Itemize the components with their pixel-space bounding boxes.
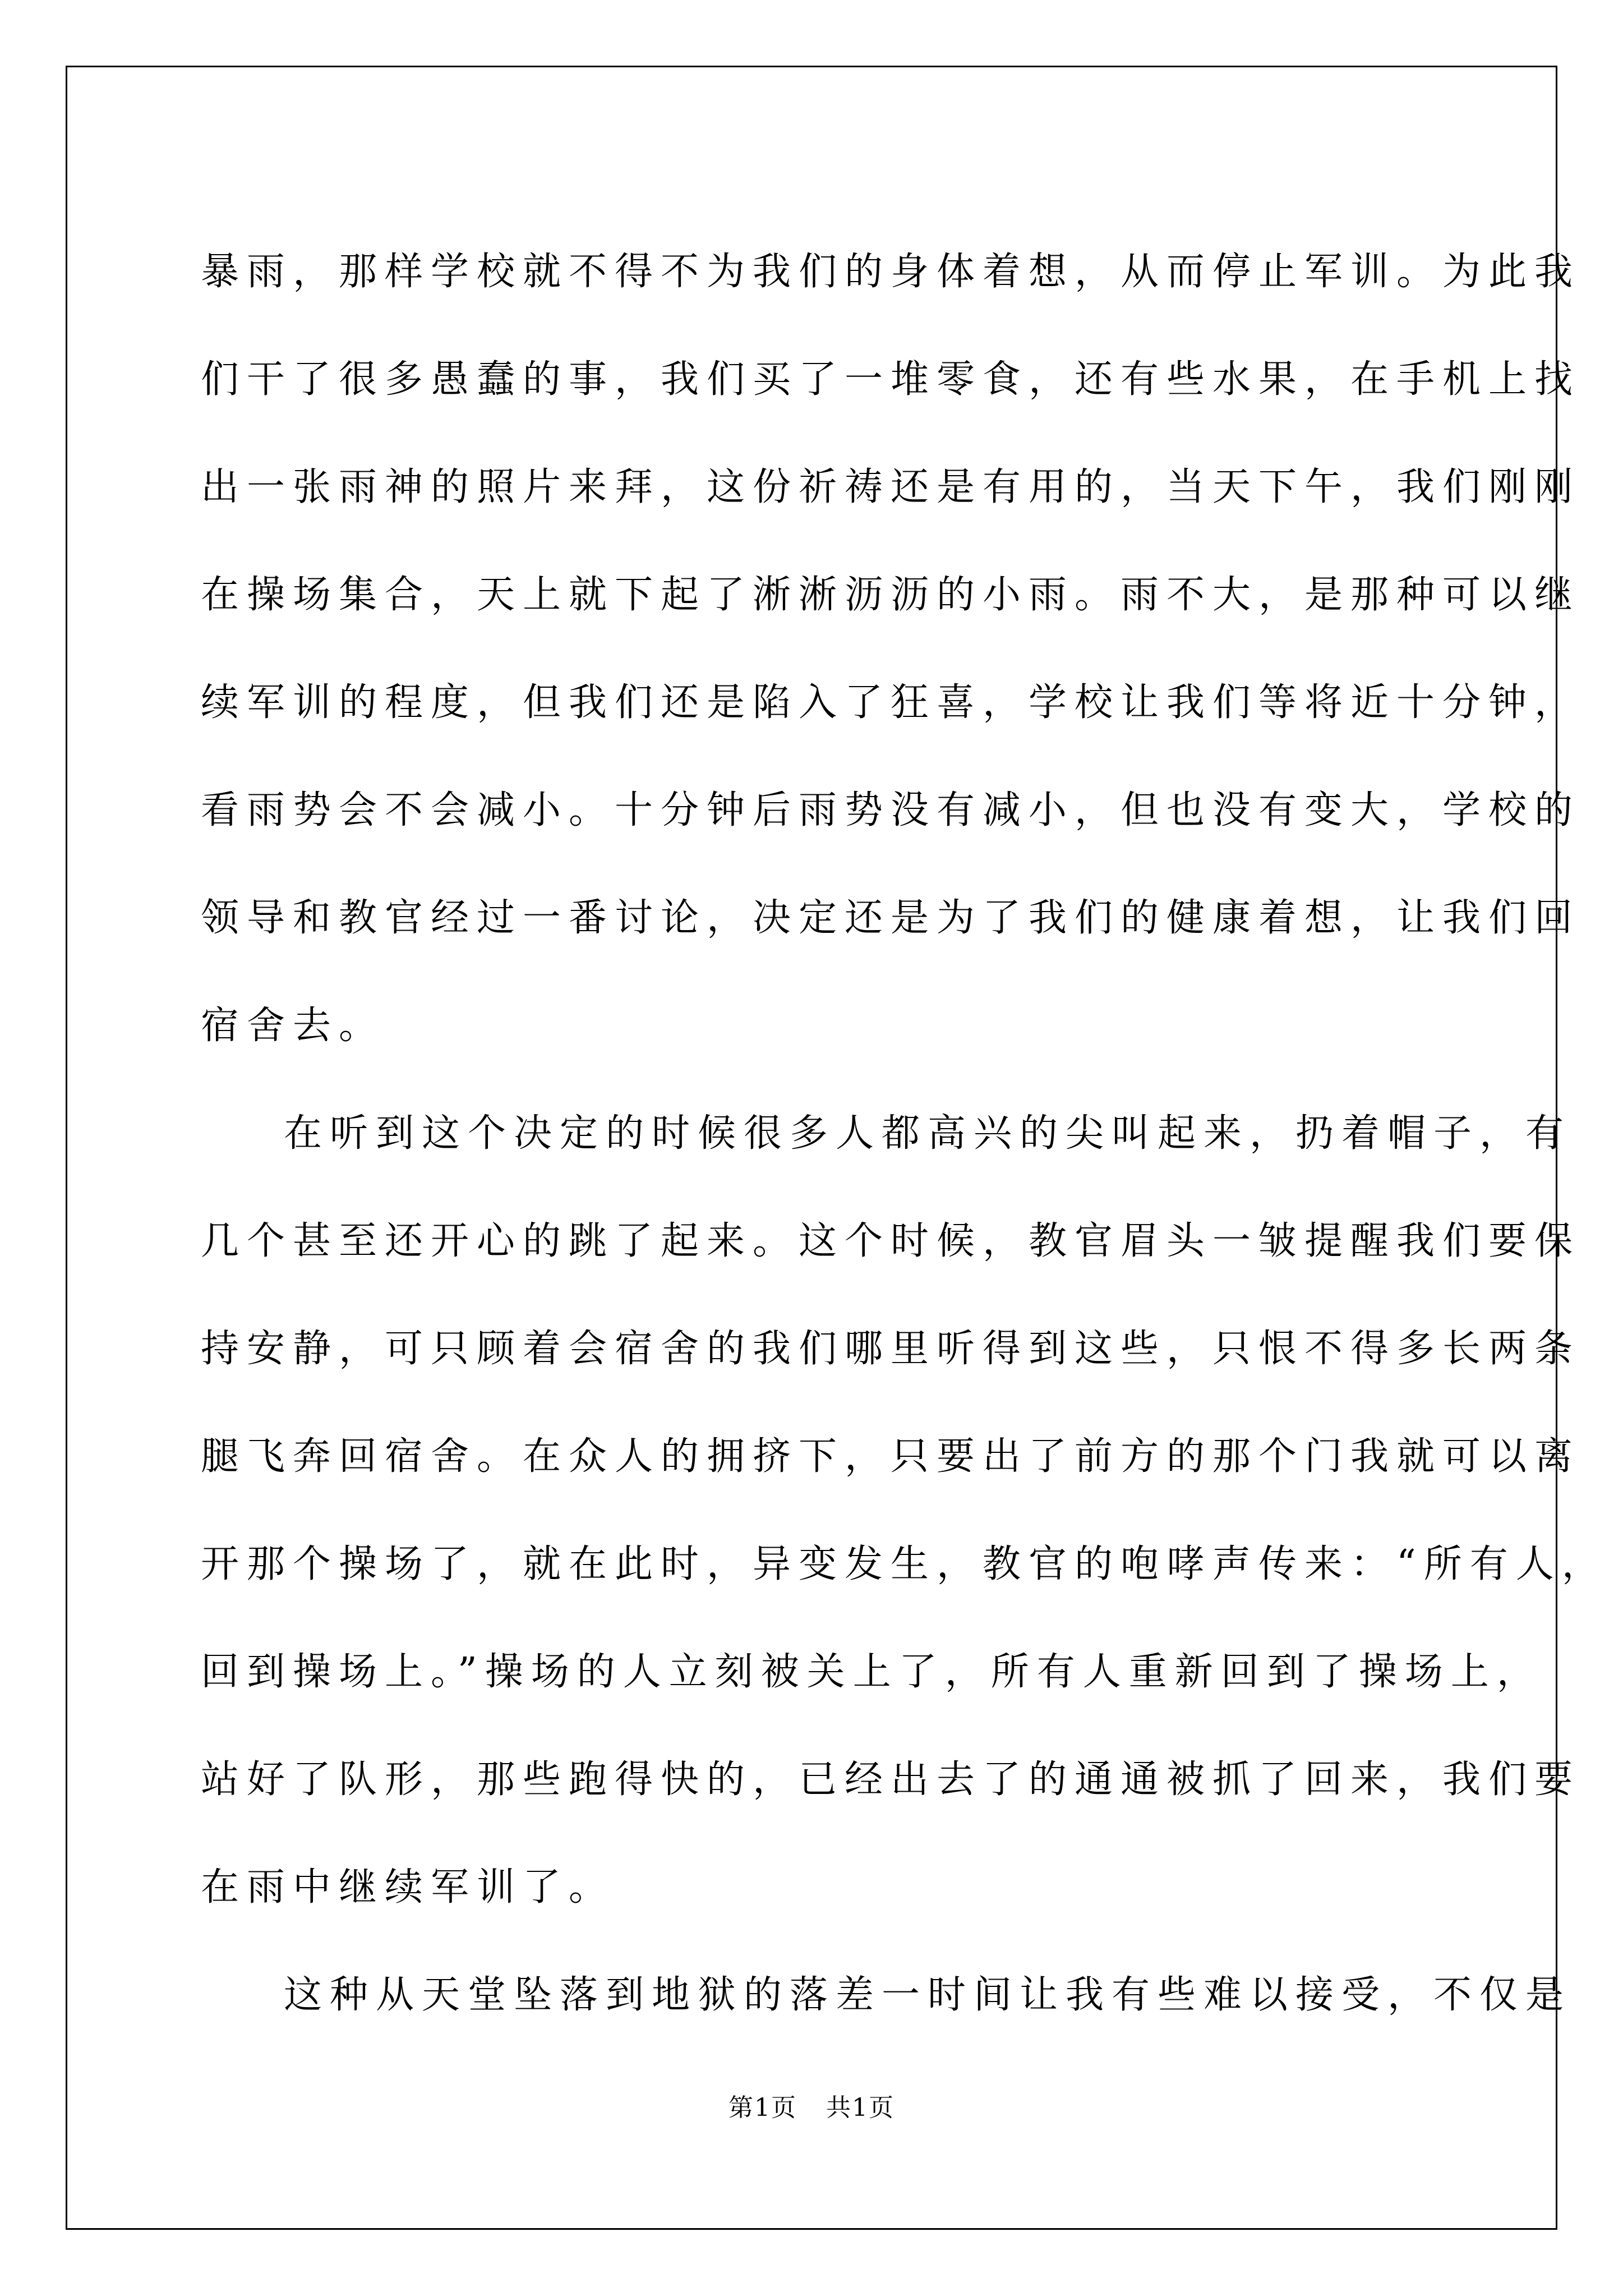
text-line: 回到操场上。”操场的人立刻被关上了，所有人重新回到了操场上，: [201, 1650, 1543, 1694]
text-line: 出一张雨神的照片来拜，这份祈祷还是有用的，当天下午，我们刚刚: [201, 465, 1581, 509]
text-line: 们干了很多愚蠢的事，我们买了一堆零食，还有些水果，在手机上找: [201, 357, 1581, 402]
text-line: 宿舍去。: [201, 1004, 385, 1048]
text-line: 站好了队形，那些跑得快的，已经出去了的通通被抓了回来，我们要: [201, 1757, 1581, 1802]
page-number: 第1页: [728, 2093, 797, 2122]
text-line: 暴雨，那样学校就不得不为我们的身体着想，从而停止军训。为此我: [201, 250, 1581, 294]
text-line: 领导和教官经过一番讨论，决定还是为了我们的健康着想，让我们回: [201, 896, 1581, 940]
text-line: 续军训的程度，但我们还是陷入了狂喜，学校让我们等将近十分钟，: [201, 680, 1581, 725]
paragraph-start-line: 这种从天堂坠落到地狱的落差一时间让我有些难以接受，不仅是: [284, 1973, 1572, 2017]
text-line: 看雨势会不会减小。十分钟后雨势没有减小，但也没有变大，学校的: [201, 788, 1581, 832]
document-body: [201, 218, 1608, 2049]
text-line: 腿飞奔回宿舍。在众人的拥挤下，只要出了前方的那个门我就可以离: [201, 1434, 1581, 1479]
text-line: 在雨中继续军训了。: [201, 1865, 615, 1910]
text-line: 几个甚至还开心的跳了起来。这个时候，教官眉头一皱提醒我们要保: [201, 1219, 1581, 1263]
text-line: 在操场集合，天上就下起了淅淅沥沥的小雨。雨不大，是那种可以继: [201, 573, 1581, 617]
page-total: 共1页: [826, 2093, 895, 2122]
paragraph-start-line: 在听到这个决定的时候很多人都高兴的尖叫起来，扔着帽子，有: [284, 1111, 1572, 1156]
text-line: 开那个操场了，就在此时，异变发生，教官的咆哮声传来：“所有人，: [201, 1542, 1608, 1586]
page-footer: [0, 2091, 1623, 2125]
text-line: 持安静，可只顾着会宿舍的我们哪里听得到这些，只恨不得多长两条: [201, 1327, 1581, 1371]
